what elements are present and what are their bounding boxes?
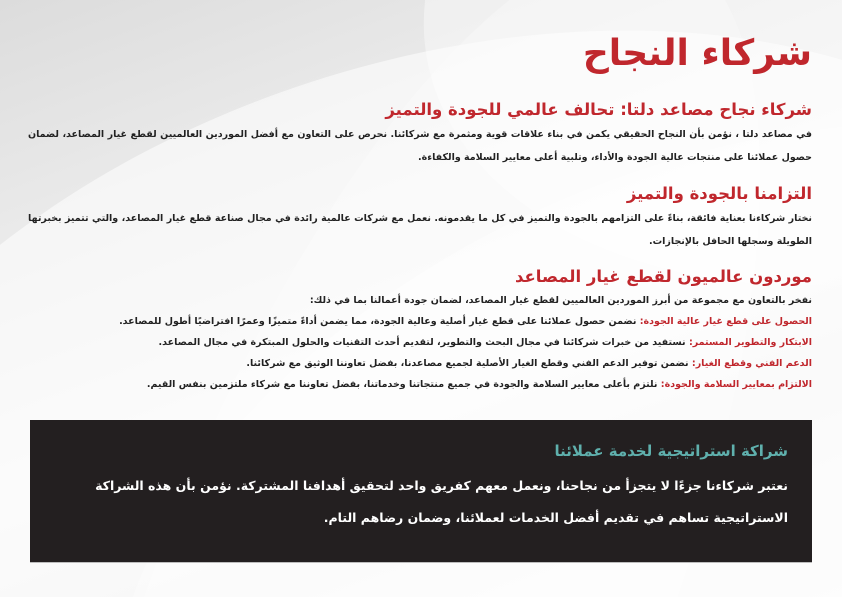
list-item [28, 311, 812, 332]
section-success-partners [28, 99, 812, 169]
section-quality-commitment [28, 183, 812, 253]
list-item-label: الحصول على قطع غيار عالية الجودة: [639, 316, 812, 327]
list-item [28, 353, 812, 374]
section-global-suppliers [28, 266, 812, 395]
section-heading: موردون عالميون لقطع غيار المصاعد [514, 267, 812, 286]
callout-body: نعتبر شركاءنا جزءًا لا يتجزأ من نجاحنا، ونعمل معهم كفريق واحد لتحقيق أهدافنا المشتركة. نؤمن بأن هذه الشراكة الاستراتيجية تساهم في تقديم أفضل الخدمات لعملائنا، وضمان رضاهم التام. [95, 478, 788, 525]
list-item [28, 374, 812, 395]
section-heading: التزامنا بالجودة والتميز [626, 184, 812, 203]
section-body: نختار شركاءنا بعناية فائقة، بناءً على التزامهم بالجودة والتميز في كل ما يقدمونه. نعمل مع شركات عالمية رائدة في مجال صناعة قطع غيار المصاعد، والتي تتميز بخبرتها الطويلة وسجلها الحافل بالإنجازات. [28, 213, 812, 247]
strategic-partnership-callout [30, 420, 812, 563]
callout-heading: شراكة استراتيجية لخدمة عملائنا [554, 442, 788, 460]
list-item-label: الالتزام بمعايير السلامة والجودة: [660, 379, 812, 390]
section-heading: شركاء نجاح مصاعد دلتا: تحالف عالمي للجودة والتميز [385, 100, 812, 119]
list-item [28, 332, 812, 353]
list-item-text: نستفيد من خبرات شركائنا في مجال البحث والتطوير، لتقديم أحدث التقنيات والحلول المبتكرة في مجال المصاعد. [158, 337, 689, 348]
list-item-text: نضمن توفير الدعم الفني وقطع الغيار الأصلية لجميع مصاعدنا، بفضل تعاوننا الوثيق مع شركائنا. [246, 358, 692, 369]
benefits-list [28, 311, 812, 395]
list-item-label: الابتكار والتطوير المستمر: [688, 337, 812, 348]
list-item-text: نلتزم بأعلى معايير السلامة والجودة في جميع منتجاتنا وخدماتنا، بفضل تعاوننا مع شركاء ملتزمين بنفس القيم. [146, 379, 661, 390]
section-body: في مصاعد دلتا ، نؤمن بأن النجاح الحقيقي يكمن في بناء علاقات قوية ومثمرة مع شركائنا. نحرص على التعاون مع أفضل الموردين العالميين لقطع غيار المصاعد، لضمان حصول عملائنا على منتجات عالية الجودة والأداء، وتلبية أعلى معايير السلامة والكفاءة. [28, 129, 812, 163]
section-intro: نفخر بالتعاون مع مجموعة من أبرز الموردين العالميين لقطع غيار المصاعد، لضمان جودة أعمالنا بما في ذلك: [309, 295, 812, 306]
page-title: شركاء النجاح [582, 33, 812, 74]
list-item-text: نضمن حصول عملائنا على قطع غيار أصلية وعالية الجودة، مما يضمن أداءً متميزًا وعمرًا افتراضيًا أطول للمصاعد. [119, 316, 640, 327]
list-item-label: الدعم الفني وقطع الغيار: [691, 358, 812, 369]
